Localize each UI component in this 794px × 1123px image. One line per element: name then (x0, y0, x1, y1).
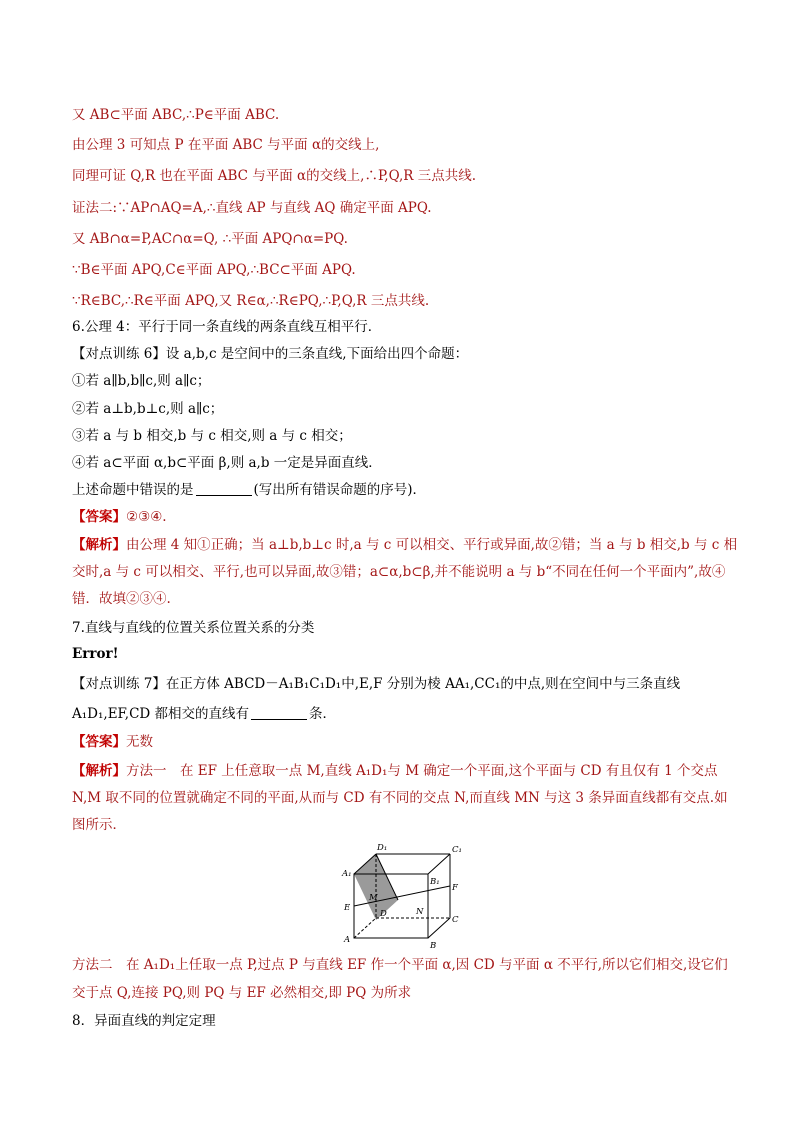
section-8-heading: 8．异面直线的判定定理 (72, 1013, 216, 1029)
exercise-7-title: 【对点训练 7】在正方体 ABCD－A₁B₁C₁D₁中,E,F 分别为棱 AA₁,CC₁的中点,则在空间中与三条直线 (72, 676, 681, 692)
analysis-6-line-3: 错．故填②③④. (72, 591, 171, 607)
proof-line-1: 又 AB⊂平面 ABC,∴P∈平面 ABC. (72, 107, 280, 123)
label-d: D (380, 909, 387, 919)
exercise-6-title: 【对点训练 6】设 a,b,c 是空间中的三条直线,下面给出四个命题： (72, 346, 469, 362)
proof-line-2: 由公理 3 可知点 P 在平面 ABC 与平面 α的交线上, (72, 137, 380, 153)
analysis-label: 【解析】 (72, 537, 126, 553)
analysis-6-line-2: 交时,a 与 c 可以相交、平行,也可以异面,故③错；a⊂α,b⊂β,并不能说明 a 与 b“不同在任何一个平面内”,故④ (72, 564, 726, 580)
proposition-3: ③若 a 与 b 相交,b 与 c 相交,则 a 与 c 相交； (72, 428, 352, 444)
error-text: Error! (72, 646, 119, 662)
answer-7-value: 无数 (126, 734, 153, 750)
answer-7 (72, 733, 153, 751)
answer-6-value: ②③④. (126, 509, 167, 525)
label-d1: D₁ (377, 843, 388, 853)
answer-blank-7 (251, 705, 307, 720)
question-6-text: 上述命题中错误的是 (72, 482, 194, 498)
question-6 (72, 481, 426, 499)
proof-line-5: 又 AB∩α=P,AC∩α=Q, ∴平面 APQ∩α=PQ. (72, 231, 348, 247)
answer-label: 【答案】 (72, 509, 126, 525)
analysis-7-line-3: 图所示． (72, 817, 126, 833)
analysis-7-line-2: N,M 取不同的位置就确定不同的平面,从而与 CD 有不同的交点 N,而直线 MN 与这 3 条异面直线都有交点.如 (72, 790, 728, 806)
method-2-line-1: 方法二 在 A₁D₁上任取一点 P,过点 P 与直线 EF 作一个平面 α,因 CD 与平面 α 不平行,所以它们相交,设它们 (72, 957, 728, 973)
cube-figure (338, 840, 468, 950)
section-7-heading: 7.直线与直线的位置关系位置关系的分类 (72, 620, 315, 636)
analysis-6-line-1 (72, 536, 737, 554)
analysis-label-7: 【解析】 (72, 763, 126, 779)
proof-line-7: ∵R∈BC,∴R∈平面 APQ,又 R∈α,∴R∈PQ,∴P,Q,R 三点共线. (72, 293, 430, 309)
label-e: E (344, 903, 351, 913)
label-a: A (344, 935, 351, 945)
method-2-line-2: 交于点 Q,连接 PQ,则 PQ 与 EF 必然相交,即 PQ 为所求 (72, 985, 412, 1001)
analysis-6-text-1: 由公理 4 知①正确；当 a⊥b,b⊥c 时,a 与 c 可以相交、平行或异面,故②错；当 a 与 b 相交,b 与 c 相 (126, 537, 738, 553)
answer-label-7: 【答案】 (72, 734, 126, 750)
edge-b-c (428, 918, 450, 938)
proposition-4: ④若 a⊂平面 α,b⊂平面 β,则 a,b 一定是异面直线． (72, 455, 382, 471)
answer-blank (196, 481, 252, 496)
analysis-7-text-1: 方法一 在 EF 上任意取一点 M,直线 A₁D₁与 M 确定一个平面,这个平面与 CD 有且仅有 1 个交点 (126, 763, 718, 779)
exercise-7-tail: 条． (309, 706, 337, 722)
label-n: N (416, 907, 424, 917)
exercise-7-question (72, 705, 336, 723)
hidden-edge-a-d (354, 918, 376, 938)
proposition-2: ②若 a⊥b,b⊥c,则 a∥c； (72, 401, 224, 417)
label-c1: C₁ (452, 845, 462, 855)
proof-line-4: 证法二:∵AP∩AQ=A,∴直线 AP 与直线 AQ 确定平面 APQ. (72, 200, 432, 216)
axiom-4-heading: 6.公理 4：平行于同一条直线的两条直线互相平行． (72, 319, 382, 335)
label-a1: A₁ (342, 869, 352, 879)
label-b: B (430, 941, 437, 950)
answer-6 (72, 508, 167, 526)
question-6-tail: (写出所有错误命题的序号)． (253, 482, 427, 498)
edge-b1-c1 (428, 854, 450, 874)
proof-line-6: ∵B∈平面 APQ,C∈平面 APQ,∴BC⊂平面 APQ. (72, 262, 356, 278)
proposition-1: ①若 a∥b,b∥c,则 a∥c； (72, 373, 211, 389)
label-f: F (452, 883, 458, 893)
analysis-7-line-1 (72, 762, 718, 780)
label-m: M (369, 893, 378, 903)
label-c: C (452, 915, 459, 925)
label-b1: B₁ (430, 877, 440, 887)
proof-line-3: 同理可证 Q,R 也在平面 ABC 与平面 α的交线上,∴P,Q,R 三点共线. (72, 168, 477, 184)
exercise-7-text: A₁D₁,EF,CD 都相交的直线有 (72, 706, 250, 722)
